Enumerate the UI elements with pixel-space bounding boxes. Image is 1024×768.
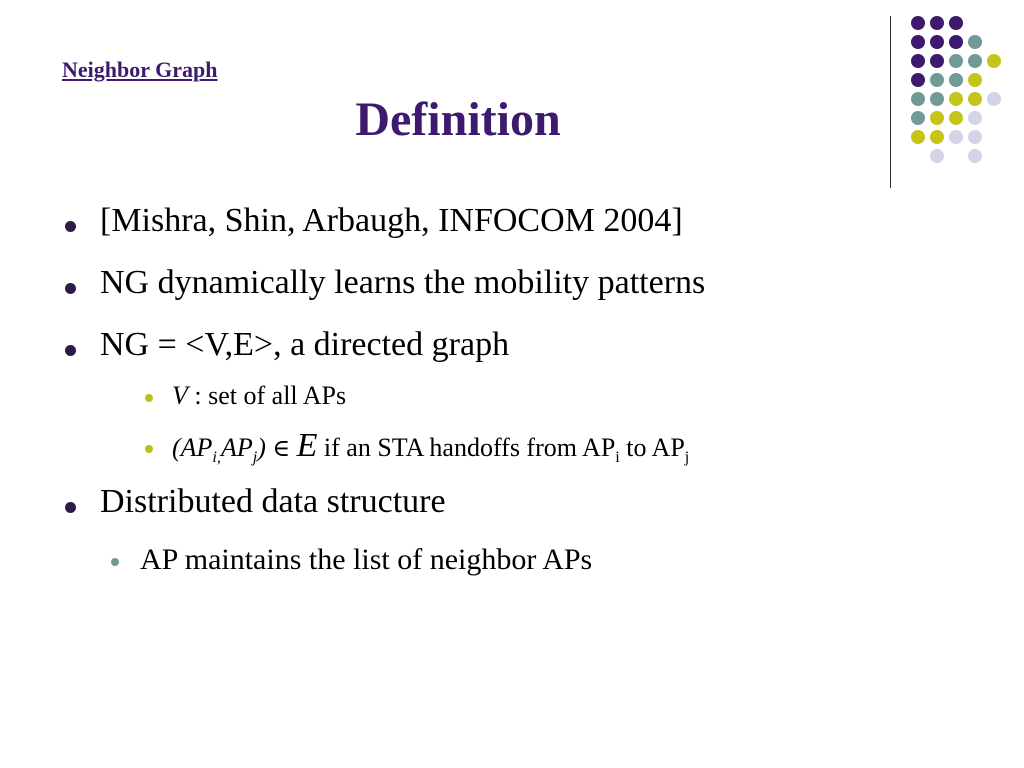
bullet-text: Distributed data structure — [100, 483, 446, 520]
decor-dot — [968, 73, 982, 87]
decor-dot — [930, 35, 944, 49]
decor-dot — [949, 92, 963, 106]
decor-dot — [949, 16, 963, 30]
subbullet-e — [172, 427, 689, 467]
subbullet-ap-maintains — [140, 543, 592, 577]
element-of-symbol: ∈ — [272, 434, 291, 462]
decor-dot — [968, 35, 982, 49]
bullet-ng-graph — [100, 326, 509, 364]
header-link[interactable]: Neighbor Graph — [62, 57, 218, 82]
decor-dot — [930, 16, 944, 30]
subbullet-v — [172, 381, 346, 411]
decor-dot — [930, 92, 944, 106]
bullet-text: NG = <V,E>, a directed graph — [100, 326, 510, 363]
decor-dot — [968, 149, 982, 163]
decor-dot — [911, 16, 925, 30]
decor-dot — [930, 149, 944, 163]
decor-dot — [930, 111, 944, 125]
edge-expression: $(AP_{i,}AP_j)$ — [172, 433, 266, 467]
subbullet-text: AP maintains the list of neighbor APs — [140, 543, 593, 576]
decor-dot — [911, 54, 925, 68]
bullet-dot — [65, 221, 76, 232]
bullet-dot — [145, 394, 153, 402]
vertical-divider — [890, 16, 891, 188]
decor-dot — [949, 130, 963, 144]
bullet-text: [Mishra, Shin, Arbaugh, INFOCOM 2004] — [100, 202, 683, 239]
decor-dot — [987, 92, 1001, 106]
bullet-dot — [65, 345, 76, 356]
decor-dot — [949, 35, 963, 49]
decor-dot — [930, 73, 944, 87]
decor-dot — [968, 130, 982, 144]
decor-dot — [987, 54, 1001, 68]
bullet-dot — [145, 445, 153, 453]
decor-dot — [949, 111, 963, 125]
subbullet-text: : set of all APs — [187, 381, 347, 410]
decor-dot — [930, 54, 944, 68]
decor-dot — [911, 35, 925, 49]
slide-title: Definition — [355, 93, 561, 146]
var-e: E — [296, 427, 318, 464]
decor-dot — [949, 73, 963, 87]
decor-dot — [911, 73, 925, 87]
var-v: V — [172, 381, 188, 410]
subbullet-text: if an STA handoffs from $AP_i$ to $AP_j$ — [317, 433, 690, 467]
decor-dot — [968, 92, 982, 106]
decor-dot — [949, 54, 963, 68]
decor-dot — [968, 111, 982, 125]
decor-dot — [930, 130, 944, 144]
decor-dot — [968, 54, 982, 68]
bullet-citation — [100, 202, 683, 240]
bullet-dot — [65, 283, 76, 294]
bullet-distributed — [100, 483, 446, 521]
bullet-dot — [111, 558, 119, 566]
bullet-text: NG dynamically learns the mobility patterns — [100, 264, 706, 301]
bullet-dot — [65, 502, 76, 513]
bullet-ng-learns — [100, 264, 705, 302]
